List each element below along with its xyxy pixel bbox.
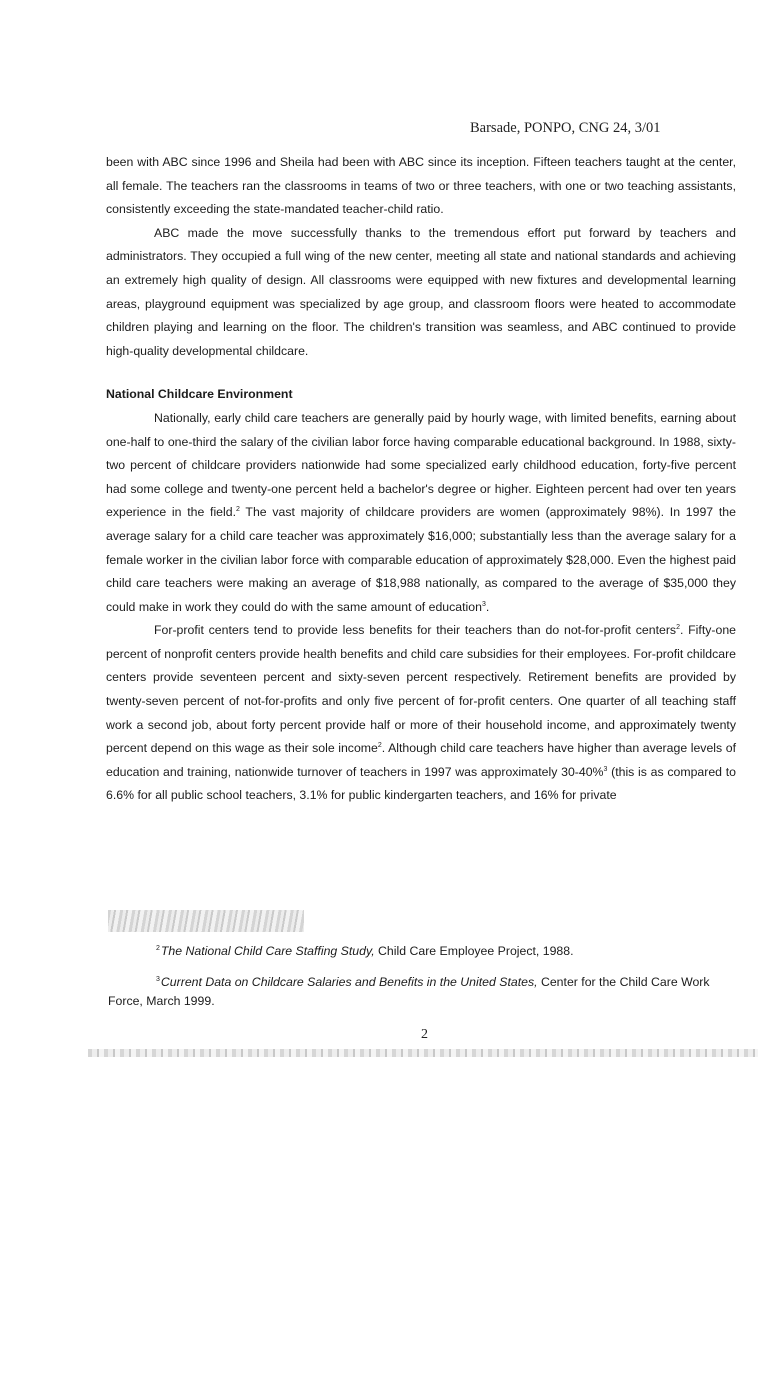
paragraph-benefits: [106, 619, 736, 808]
page-number: 2: [421, 1027, 428, 1042]
text-run: .: [485, 599, 490, 614]
footnote-ref: 3: [603, 765, 608, 773]
footnote-title: The National Child Care Staffing Study,: [160, 944, 375, 958]
footnote-ref: 3: [481, 600, 486, 608]
text-run: (this is as compared to 6.6% for all public school teachers, 3.1% for public kindergarten teachers, and 16% for private: [106, 764, 736, 803]
paragraph-continuation: been with ABC since 1996 and Sheila had been with ABC since its inception. Fifteen teachers taught at the center, all female. The teachers ran the classrooms in teams of two or three teachers, with one or two teaching assistants, consistently exceeding the state-mandated teacher-child ratio.: [106, 155, 736, 217]
footnote-ref: 2: [236, 506, 240, 514]
text-run: . Although child care teachers have higher than average levels of education and training, nationwide turnover of teachers in 1997 was approximately 30-40%: [106, 741, 736, 779]
text-run: Nationally, early child care teachers are generally paid by hourly wage, with limited benefits, earning about one-half to one-third the salary of the civilian labor force having comparable educational background. In 1988, sixty-two percent of childcare providers nationwide had some specialized early childhood education, forty-five percent had some college and twenty-one percent held a bachelor's degree or higher. Eighteen percent had over ten years experience in the field.: [106, 410, 736, 520]
footnote-3: [108, 973, 738, 1011]
footnote-text: Center for the Child Care Work Force, March 1999.: [108, 975, 710, 1008]
body-text: [106, 151, 736, 808]
running-header: Barsade, PONPO, CNG 24, 3/01: [470, 120, 661, 136]
footnote-text: Child Care Employee Project, 1988.: [374, 944, 574, 958]
text-run: . Fifty-one percent of nonprofit centers provide health benefits and child care subsidies for their employees. For-profit childcare centers provide seventeen percent and sixty-seven percent respectively. Retirement benefits are provided by twenty-seven percent of not-for-profits and only five percent of for-profit centers. One quarter of all teaching staff work a second job, about forty percent provide half or more of their household income, and approximately twenty percent depend on this wage as their sole income: [106, 623, 736, 756]
footnote-2: [108, 942, 738, 961]
scan-edge-artifact: [88, 1049, 758, 1057]
section-gap: [106, 363, 736, 383]
footnotes: [108, 942, 738, 1023]
footnote-ref: 2: [377, 742, 382, 750]
section-heading: National Childcare Environment: [106, 387, 293, 402]
footnote-mark: 2: [156, 944, 160, 952]
footnote-mark: 3: [156, 975, 160, 983]
footnote-title: Current Data on Childcare Salaries and Benefits in the United States,: [160, 975, 538, 989]
paragraph-national-wages: [106, 407, 736, 619]
footnote-separator-scribble: [108, 910, 304, 932]
paragraph-abc-move: ABC made the move successfully thanks to the tremendous effort put forward by teachers and administrators. They occupied a full wing of the new center, meeting all state and national standards and achieving an extremely high quality of design. All classrooms were equipped with new fixtures and developmental learning areas, playground equipment was specialized by age group, and classroom floors were heated to accommodate children playing and learning on the floor. The children's transition was seamless, and ABC continued to provide high-quality developmental childcare.: [106, 225, 736, 358]
text-run: The vast majority of childcare providers are women (approximately 98%). In 1997 the average salary for a child care teacher was approximately $16,000; substantially less than the average salary for a female worker in the civilian labor force with comparable education of approximately $28,000. Even the highest paid child care teachers were making an average of $18,988 nationally, as compared to the average of $35,000 they could make in work they could do with the same amount of education: [106, 505, 736, 614]
text-run: For-profit centers tend to provide less benefits for their teachers than do not-for-profit centers: [154, 623, 677, 638]
footnote-ref: 2: [676, 624, 680, 632]
